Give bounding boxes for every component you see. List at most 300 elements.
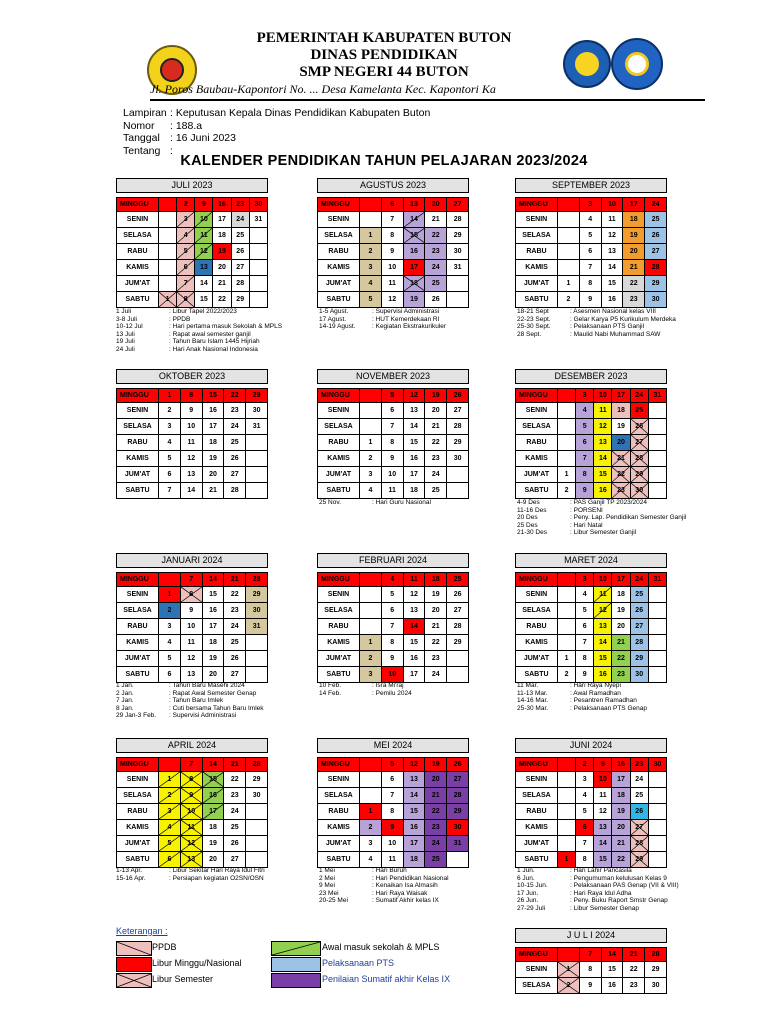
day-cell: 13 <box>180 467 202 483</box>
note-row <box>517 499 686 507</box>
day-cell: 25 <box>224 635 246 651</box>
note-row <box>517 522 686 530</box>
weekday-label: SABTU <box>516 852 558 868</box>
day-cell: 22 <box>623 962 645 978</box>
day-cell: 18 <box>202 820 224 836</box>
day-cell: 21 <box>612 836 630 852</box>
day-cell: 9 <box>381 820 403 836</box>
day-cell: 7 <box>579 948 601 962</box>
day-cell: 24 <box>224 804 246 820</box>
note-row <box>319 323 446 331</box>
day-cell: 12 <box>594 804 612 820</box>
legend-label: Libur Minggu/Nasional <box>152 958 242 968</box>
day-cell: 23 <box>224 603 246 619</box>
day-cell: 25 <box>630 788 648 804</box>
day-cell: 8 <box>180 772 202 788</box>
day-cell: 5 <box>159 651 181 667</box>
weekday-label: SENIN <box>117 772 159 788</box>
day-cell: 10 <box>594 573 612 587</box>
day-cell <box>558 573 576 587</box>
day-cell <box>360 772 382 788</box>
day-cell <box>360 788 382 804</box>
day-cell: 9 <box>579 978 601 994</box>
day-cell: 17 <box>403 836 425 852</box>
day-cell: 1 <box>159 292 177 308</box>
note-row <box>517 882 679 890</box>
weekday-label: MINGGU <box>318 198 360 212</box>
day-cell: 10 <box>381 467 403 483</box>
day-cell: 22 <box>224 587 246 603</box>
day-cell: 30 <box>246 603 268 619</box>
weekday-label: SELASA <box>318 603 360 619</box>
day-cell: 25 <box>645 212 667 228</box>
month-title: DESEMBER 2023 <box>515 369 667 384</box>
day-cell: 15 <box>594 651 612 667</box>
day-cell: 8 <box>177 292 195 308</box>
day-cell <box>360 198 382 212</box>
day-cell: 7 <box>576 451 594 467</box>
day-cell: 3 <box>159 619 181 635</box>
day-cell: 31 <box>246 619 268 635</box>
note-text: : Hari Raya Idul Adha <box>570 889 632 897</box>
day-cell: 4 <box>381 573 403 587</box>
month-calendar-may24 <box>317 738 469 868</box>
day-cell: 29 <box>447 804 469 820</box>
note-row <box>116 682 264 690</box>
day-cell: 15 <box>594 852 612 868</box>
note-date: 19 Juli <box>116 338 135 346</box>
day-cell <box>558 228 580 244</box>
legend-swatch-semester-break <box>116 973 152 988</box>
note-text: : Hari pertama masuk Sekolah & MPLS <box>169 323 283 331</box>
day-cell: 22 <box>213 292 231 308</box>
day-cell: 11 <box>601 212 623 228</box>
day-cell: 27 <box>630 820 648 836</box>
header-address: Jl. Poros Baubau-Kapontori No. ... Desa Kamelanta Kec. Kapontori Ka <box>150 82 496 96</box>
day-cell: 3 <box>576 389 594 403</box>
meta-key: Tanggal <box>123 132 160 144</box>
note-date: 9 Mei <box>319 882 335 890</box>
day-cell: 11 <box>381 483 403 499</box>
day-cell: 17 <box>403 260 425 276</box>
day-cell: 21 <box>224 573 246 587</box>
weekday-label: MINGGU <box>318 389 360 403</box>
day-cell: 9 <box>180 603 202 619</box>
day-cell: 9 <box>576 667 594 683</box>
day-cell: 22 <box>623 276 645 292</box>
day-cell: 22 <box>425 228 447 244</box>
month-title: OKTOBER 2023 <box>116 369 268 384</box>
day-cell: 29 <box>630 852 648 868</box>
day-cell: 29 <box>645 962 667 978</box>
note-date: 18-21 Sept <box>517 308 549 315</box>
day-cell: 16 <box>403 244 425 260</box>
day-cell: 24 <box>630 573 648 587</box>
day-cell: 4 <box>576 788 594 804</box>
day-cell: 24 <box>425 836 447 852</box>
month-title: APRIL 2024 <box>116 738 268 753</box>
note-text: : Awal Ramadhan <box>570 689 621 697</box>
day-cell: 21 <box>425 212 447 228</box>
note-text: : Hari Pendidikan Nasional <box>372 874 449 882</box>
day-cell: 28 <box>447 619 469 635</box>
day-cell: 27 <box>447 772 469 788</box>
month-title: MEI 2024 <box>317 738 469 753</box>
day-cell: 24 <box>630 772 648 788</box>
day-cell: 24 <box>425 667 447 683</box>
day-cell: 18 <box>403 276 425 292</box>
weekday-label: KAMIS <box>117 260 159 276</box>
day-cell <box>159 244 177 260</box>
weekday-label: MINGGU <box>117 198 159 212</box>
note-row <box>517 529 686 537</box>
day-cell <box>648 451 666 467</box>
day-cell: 31 <box>447 260 469 276</box>
day-cell: 21 <box>612 451 630 467</box>
note-date: 20 Des <box>517 514 538 522</box>
day-cell: 24 <box>425 467 447 483</box>
weekday-label: SELASA <box>117 419 159 435</box>
day-cell: 5 <box>381 389 403 403</box>
day-cell <box>159 276 177 292</box>
weekday-label: SABTU <box>117 667 159 683</box>
day-cell: 19 <box>612 603 630 619</box>
day-cell: 8 <box>576 467 594 483</box>
day-cell: 1 <box>159 389 181 403</box>
meta-key: Nomor <box>123 119 155 132</box>
day-cell: 7 <box>180 573 202 587</box>
day-cell: 5 <box>360 292 382 308</box>
day-cell: 14 <box>195 276 213 292</box>
weekday-label: SABTU <box>117 852 159 868</box>
day-cell <box>558 244 580 260</box>
day-cell <box>159 228 177 244</box>
month-calendar-jul24 <box>515 928 667 994</box>
day-cell: 15 <box>403 435 425 451</box>
note-date: 25-30 Sept. <box>517 323 551 331</box>
day-cell <box>360 212 382 228</box>
note-text: : Pelaksanaan PAS Genap (VII & VIII) <box>570 882 679 890</box>
weekday-label: SELASA <box>516 419 558 435</box>
day-cell <box>249 244 267 260</box>
day-cell: 4 <box>159 635 181 651</box>
day-cell: 13 <box>403 772 425 788</box>
month-title: JUNI 2024 <box>515 738 667 753</box>
note-row <box>116 867 265 875</box>
note-date: 26 Jun. <box>517 897 539 905</box>
day-cell: 2 <box>159 603 181 619</box>
legend-label: Penilaian Sumatif akhir Kelas IX <box>322 974 451 984</box>
day-cell <box>360 587 382 603</box>
day-cell <box>558 389 576 403</box>
weekday-label: SENIN <box>117 212 159 228</box>
day-cell: 1 <box>159 587 181 603</box>
weekday-label: MINGGU <box>516 389 558 403</box>
day-cell: 28 <box>231 276 249 292</box>
day-cell: 1 <box>558 651 576 667</box>
weekday-label: JUM'AT <box>318 276 360 292</box>
day-cell: 21 <box>612 635 630 651</box>
day-cell: 22 <box>224 772 246 788</box>
month-table <box>515 197 667 308</box>
header-divider <box>150 99 705 101</box>
note-row <box>517 514 686 522</box>
day-cell <box>447 276 469 292</box>
day-cell: 3 <box>360 667 382 683</box>
day-cell: 7 <box>381 212 403 228</box>
day-cell <box>360 603 382 619</box>
meta-value: : 16 Juni 2023 <box>170 132 236 144</box>
day-cell <box>648 651 666 667</box>
day-cell: 22 <box>425 435 447 451</box>
day-cell: 12 <box>594 603 612 619</box>
day-cell: 27 <box>224 852 246 868</box>
note-row <box>517 690 647 698</box>
day-cell <box>246 467 268 483</box>
weekday-label: SABTU <box>516 483 558 499</box>
weekday-label: SENIN <box>516 212 558 228</box>
day-cell: 27 <box>447 198 469 212</box>
day-cell: 28 <box>630 451 648 467</box>
day-cell: 17 <box>202 619 224 635</box>
day-cell: 22 <box>425 804 447 820</box>
note-text: : Persiapan kegiatan O2SN/OSN <box>169 874 264 882</box>
day-cell <box>246 836 268 852</box>
day-cell: 30 <box>246 403 268 419</box>
day-cell: 7 <box>381 619 403 635</box>
weekday-label: SELASA <box>318 419 360 435</box>
notes-jul23 <box>116 308 282 354</box>
day-cell: 11 <box>180 635 202 651</box>
day-cell: 31 <box>648 573 666 587</box>
day-cell: 2 <box>360 651 382 667</box>
month-table <box>317 757 469 868</box>
note-row <box>319 875 449 883</box>
day-cell: 30 <box>447 244 469 260</box>
day-cell: 26 <box>447 389 469 403</box>
day-cell: 13 <box>403 403 425 419</box>
day-cell: 21 <box>623 260 645 276</box>
day-cell: 23 <box>612 667 630 683</box>
day-cell: 6 <box>576 435 594 451</box>
day-cell: 9 <box>381 651 403 667</box>
note-row <box>319 308 446 316</box>
day-cell <box>246 651 268 667</box>
header-line-1: PEMERINTAH KABUPATEN BUTON <box>256 30 512 46</box>
day-cell: 12 <box>180 451 202 467</box>
weekday-label: RABU <box>117 619 159 635</box>
weekday-label: SENIN <box>318 587 360 603</box>
month-table <box>515 572 667 683</box>
day-cell <box>558 948 580 962</box>
day-cell <box>246 635 268 651</box>
day-cell <box>246 667 268 683</box>
weekday-label: RABU <box>117 244 159 260</box>
note-date: 7 Jan. <box>116 697 134 705</box>
note-row <box>116 712 264 720</box>
note-text: : Libur Semester Ganjil <box>570 529 637 537</box>
day-cell: 21 <box>202 483 224 499</box>
day-cell: 26 <box>224 836 246 852</box>
day-cell: 27 <box>645 244 667 260</box>
day-cell: 9 <box>594 758 612 772</box>
day-cell: 7 <box>177 276 195 292</box>
day-cell: 12 <box>381 292 403 308</box>
weekday-label: JUM'AT <box>318 467 360 483</box>
weekday-label: SELASA <box>516 603 558 619</box>
note-text: : Kenaikan Isa Almasih <box>372 882 438 890</box>
day-cell: 11 <box>180 435 202 451</box>
weekday-label: JUM'AT <box>117 467 159 483</box>
day-cell: 22 <box>425 635 447 651</box>
note-text: : PORSENI <box>570 506 603 514</box>
note-text: : Pelaksanaan PTS Ganjil <box>570 323 645 331</box>
day-cell <box>648 804 666 820</box>
day-cell: 8 <box>381 635 403 651</box>
day-cell: 16 <box>202 403 224 419</box>
day-cell <box>360 419 382 435</box>
day-cell: 30 <box>645 292 667 308</box>
month-table <box>317 572 469 683</box>
month-calendar-feb24 <box>317 553 469 683</box>
day-cell: 15 <box>403 228 425 244</box>
note-text: : Hari Natal <box>570 521 603 529</box>
day-cell <box>648 635 666 651</box>
day-cell: 14 <box>202 573 224 587</box>
day-cell <box>246 852 268 868</box>
day-cell: 26 <box>447 758 469 772</box>
day-cell: 15 <box>403 635 425 651</box>
note-row <box>116 875 265 883</box>
day-cell: 24 <box>425 260 447 276</box>
day-cell <box>360 389 382 403</box>
day-cell: 21 <box>425 788 447 804</box>
note-text: : Libur Tapel 2022/2023 <box>169 308 237 315</box>
month-table <box>515 757 667 868</box>
day-cell: 13 <box>594 619 612 635</box>
weekday-label: JUM'AT <box>516 467 558 483</box>
day-cell: 11 <box>594 587 612 603</box>
day-cell: 12 <box>195 244 213 260</box>
note-text: : Pesantren Ramadhan <box>570 697 637 705</box>
day-cell: 2 <box>360 244 382 260</box>
note-date: 22-23 Sept. <box>517 315 551 323</box>
day-cell: 14 <box>403 419 425 435</box>
day-cell <box>360 573 382 587</box>
weekday-label: KAMIS <box>318 260 360 276</box>
day-cell: 23 <box>425 820 447 836</box>
day-cell: 29 <box>630 467 648 483</box>
note-row <box>517 697 647 705</box>
day-cell: 9 <box>576 483 594 499</box>
day-cell: 26 <box>630 419 648 435</box>
day-cell: 8 <box>180 587 202 603</box>
day-cell: 31 <box>246 419 268 435</box>
day-cell <box>558 788 576 804</box>
day-cell <box>558 758 576 772</box>
day-cell: 14 <box>594 635 612 651</box>
day-cell: 8 <box>180 389 202 403</box>
day-cell: 20 <box>425 603 447 619</box>
letterhead <box>0 0 768 104</box>
note-date: 11-13 Mar. <box>517 689 548 697</box>
day-cell: 13 <box>195 260 213 276</box>
day-cell <box>447 467 469 483</box>
day-cell: 3 <box>177 212 195 228</box>
note-text: : Sumatif Akhir kelas IX <box>372 897 439 905</box>
note-text: : Pemilu 2024 <box>372 689 412 697</box>
note-date: 11 Mar. <box>517 682 539 689</box>
day-cell: 17 <box>623 198 645 212</box>
meta-value: : <box>170 144 173 157</box>
day-cell: 2 <box>558 978 580 994</box>
day-cell: 29 <box>246 772 268 788</box>
note-text: : Rapat Awal Semester Genap <box>169 689 257 697</box>
day-cell: 20 <box>623 244 645 260</box>
day-cell: 2 <box>360 820 382 836</box>
note-date: 2 Jan. <box>116 689 134 697</box>
day-cell: 10 <box>381 260 403 276</box>
note-row <box>116 338 282 346</box>
note-text: : Supervisi Administrasi <box>169 712 237 720</box>
weekday-label: KAMIS <box>117 635 159 651</box>
day-cell <box>447 292 469 308</box>
legend-label: Awal masuk sekolah & MPLS <box>322 942 440 952</box>
day-cell: 10 <box>180 419 202 435</box>
note-text: : Isra Mi'raj <box>372 682 404 689</box>
weekday-label: SENIN <box>117 403 159 419</box>
note-row <box>116 316 282 324</box>
day-cell: 10 <box>195 212 213 228</box>
notes-nov23 <box>319 499 431 507</box>
note-date: 14-16 Mar. <box>517 697 549 705</box>
weekday-label: MINGGU <box>117 389 159 403</box>
month-calendar-oct23 <box>116 369 268 499</box>
day-cell: 4 <box>360 483 382 499</box>
note-row <box>116 346 282 354</box>
day-cell: 1 <box>558 962 580 978</box>
weekday-label: KAMIS <box>516 635 558 651</box>
day-cell <box>648 467 666 483</box>
day-cell <box>648 435 666 451</box>
day-cell: 26 <box>630 804 648 820</box>
day-cell: 17 <box>403 467 425 483</box>
meta-value: : 188.a <box>170 119 203 132</box>
day-cell: 7 <box>576 836 594 852</box>
day-cell <box>447 852 469 868</box>
notes-may24 <box>319 867 449 905</box>
month-table <box>116 197 268 308</box>
day-cell: 9 <box>180 788 202 804</box>
day-cell <box>558 198 580 212</box>
day-cell: 16 <box>213 198 231 212</box>
weekday-label: KAMIS <box>117 451 159 467</box>
note-text: : Tahun Baru Imlek <box>169 697 224 705</box>
note-text: : Libur Sekitar Hari Raya Idul Fitri <box>169 867 265 874</box>
month-calendar-jan24 <box>116 553 268 683</box>
day-cell: 12 <box>403 758 425 772</box>
note-date: 10 Feb. <box>319 682 342 689</box>
weekday-label: KAMIS <box>516 451 558 467</box>
day-cell: 20 <box>612 619 630 635</box>
day-cell: 18 <box>612 587 630 603</box>
weekday-label: KAMIS <box>516 820 558 836</box>
note-row <box>319 499 431 507</box>
day-cell <box>648 788 666 804</box>
day-cell: 3 <box>360 836 382 852</box>
weekday-label: JUM'AT <box>117 276 159 292</box>
day-cell: 25 <box>447 573 469 587</box>
